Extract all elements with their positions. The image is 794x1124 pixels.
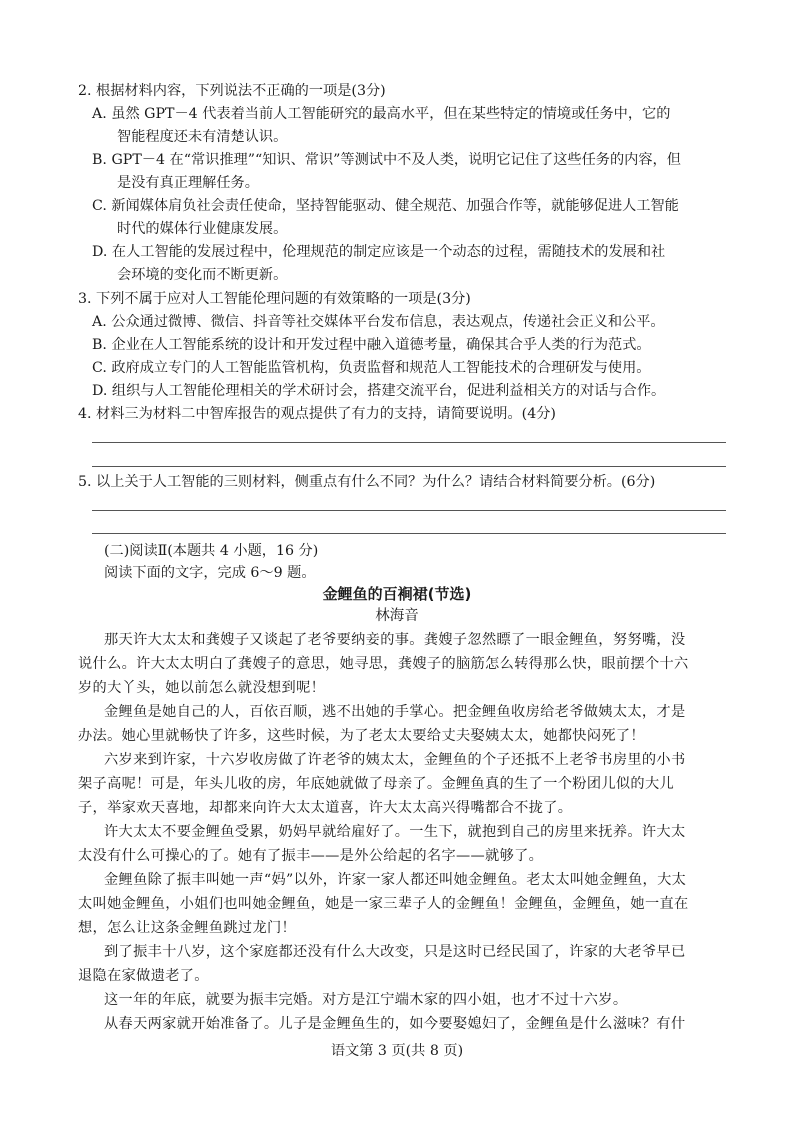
q2-option-b-line1: B. GPT－4 在“常识推理”“知识、常识”等测试中不及人类，说明它记住了这些任务的内容，但 xyxy=(92,152,681,168)
story-title: 金鲤鱼的百裥裙(节选) xyxy=(322,585,472,603)
story-line: 金鲤鱼除了振丰叫她一声“妈”以外，许家一家人都还叫她金鲤鱼。老太太叫她金鲤鱼，大太 xyxy=(104,872,687,888)
q3-option-b: B. 企业在人工智能系统的设计和开发过程中融入道德考量，确保其合乎人类的行为范式。 xyxy=(92,337,651,353)
q4-answer-line-2[interactable] xyxy=(92,466,726,467)
q4-stem: 4. 材料三为材料二中智库报告的观点提供了有力的支持，请简要说明。(4分) xyxy=(78,406,556,422)
section-heading: (二)阅读Ⅱ(本题共 4 小题，16 分) xyxy=(104,543,319,559)
q5-stem: 5. 以上关于人工智能的三则材料，侧重点有什么不同？为什么？请结合材料简要分析。(6分) xyxy=(78,474,656,490)
q2-option-a-line1: A. 虽然 GPT－4 代表着当前人工智能研究的最高水平，但在某些特定的情境或任务中，它的 xyxy=(92,106,671,122)
section-instruction: 阅读下面的文字，完成 6～9 题。 xyxy=(104,565,316,581)
story-line: 许大太太不要金鲤鱼受累，奶妈早就给雇好了。一生下，就抱到自己的房里来抚养。许大太 xyxy=(104,824,686,840)
story-line: 架子高呢！可是，年头儿收的房，年底她就做了母亲了。金鲤鱼真的生了一个粉团儿似的大儿 xyxy=(78,776,675,792)
story-line: 退隐在家做遗老了。 xyxy=(78,968,209,984)
q2-option-c-line2: 时代的媒体行业健康发展。 xyxy=(117,221,288,237)
q5-answer-line-2[interactable] xyxy=(92,533,726,534)
q5-answer-line-1[interactable] xyxy=(92,510,726,511)
q2-option-b-line2: 是没有真正理解任务。 xyxy=(117,175,259,191)
story-line: 说什么。许大太太明白了龚嫂子的意思，她寻思，龚嫂子的脑筋怎么转得那么快，眼前摆个十六 xyxy=(78,656,689,672)
q2-option-c-line1: C. 新闻媒体肩负社会责任使命，坚持智能驱动、健全规范、加强合作等，就能够促进人工智能 xyxy=(92,198,679,214)
story-line: 想，怎么让这条金鲤鱼跳过龙门！ xyxy=(78,920,297,936)
story-line: 到了振丰十八岁，这个家庭都还没有什么大改变，只是这时已经民国了，许家的大老爷早已 xyxy=(104,944,686,960)
story-line: 岁的大丫头，她以前怎么就没想到呢！ xyxy=(78,680,326,696)
q3-option-a: A. 公众通过微博、微信、抖音等社交媒体平台发布信息，表达观点，传递社会正义和公平。 xyxy=(92,314,665,330)
story-line: 子，举家欢天喜地，却都来向许大太太道喜，许大太太高兴得嘴都合不拢了。 xyxy=(78,800,573,816)
q4-answer-line-1[interactable] xyxy=(92,442,726,443)
story-line: 办法。她心里就畅快了许多，这些时候，为了老太太要给丈夫娶姨太太，她都快闷死了！ xyxy=(78,728,645,744)
story-line: 金鲤鱼是她自己的人，百依百顺，逃不出她的手掌心。把金鲤鱼收房给老爷做姨太太，才是 xyxy=(104,704,686,720)
page-footer: 语文第 3 页(共 8 页) xyxy=(330,1043,464,1059)
q2-option-d-line2: 会环境的变化而不断更新。 xyxy=(117,267,288,283)
story-line: 那天许大太太和龚嫂子又谈起了老爷要纳妾的事。龚嫂子忽然瞟了一眼金鲤鱼，努努嘴，没 xyxy=(104,632,686,648)
q2-option-a-line2: 智能程度还未有清楚认识。 xyxy=(117,129,288,145)
q3-option-c: C. 政府成立专门的人工智能监管机构，负责监督和规范人工智能技术的合理研发与使用。 xyxy=(92,360,651,376)
q2-stem: 2. 根据材料内容，下列说法不正确的一项是(3分) xyxy=(78,83,386,99)
q2-option-d-line1: D. 在人工智能的发展过程中，伦理规范的制定应该是一个动态的过程，需随技术的发展和社 xyxy=(92,244,666,260)
story-line: 太叫她金鲤鱼，小姐们也叫她金鲤鱼，她是一家三辈子人的金鲤鱼！金鲤鱼，金鲤鱼，她一直在 xyxy=(78,896,689,912)
story-line: 从春天两家就开始准备了。儿子是金鲤鱼生的，如今要娶媳妇了，金鲤鱼是什么滋味？有什 xyxy=(104,1016,686,1032)
story-line: 这一年的年底，就要为振丰完婚。对方是江宁端木家的四小姐，也才不过十六岁。 xyxy=(104,992,628,1008)
q3-stem: 3. 下列不属于应对人工智能伦理问题的有效策略的一项是(3分) xyxy=(78,291,471,307)
story-author: 林海音 xyxy=(375,608,419,624)
story-line: 六岁来到许家，十六岁收房做了许老爷的姨太太，金鲤鱼的个子还抵不上老爷书房里的小书 xyxy=(104,752,686,768)
story-line: 太没有什么可操心的了。她有了振丰——是外公给起的名字——就够了。 xyxy=(78,848,544,864)
q3-option-d: D. 组织与人工智能伦理相关的学术研讨会，搭建交流平台，促进利益相关方的对话与合作。 xyxy=(92,383,666,399)
